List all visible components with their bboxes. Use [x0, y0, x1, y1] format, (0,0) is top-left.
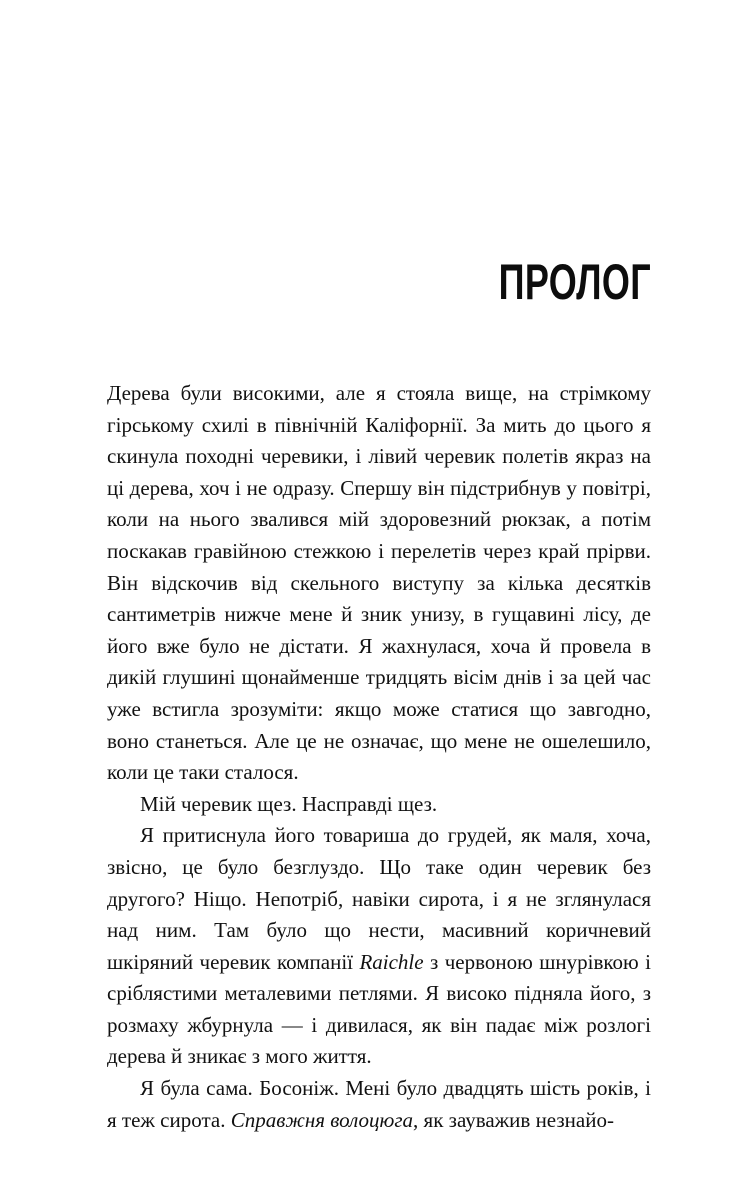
- paragraph: Мій черевик щез. Насправді щез.: [140, 791, 438, 816]
- paragraph: [107, 820, 651, 1073]
- paragraph: Дерева були високими, але я стояла вище, на стрімкому гірському схилі в північній Каліфорнії. За мить до цього я скинула походні черевики, і лівий черевик полетів якраз на ці дерева, хоч і не одразу. Спершу він підстрибнув у повітрі, коли на нього звалився мій здоровезний рюкзак, а потім поскакав гравійною стежкою і перелетів через край прірви. Він відскочив від скельного виступу за кілька десятків сантиметрів нижче мене й зник унизу, в гущавині лісу, де його вже було не дістати. Я жахнулася, хоча й провела в дикій глушині щонайменше тридцять вісім днів і за цей час уже встигла зрозуміти: якщо може статися що завгодно, воно станеться. Але це не означає, що мене не ошелешило, коли це таки сталося.: [107, 381, 651, 785]
- paragraph: [107, 1073, 651, 1136]
- emphasis-quoted-phrase: Справжня волоцюга: [230, 1107, 414, 1132]
- page-title: ПРОЛОГ: [498, 253, 651, 310]
- paragraph-text-part: з червоною шнурівкою і сріблястими металевими петлями. Я високо підняла його, з розмаху жбурнула — і дивилася, як він падає між розлогі дерева й зникає з мого життя.: [107, 949, 651, 1069]
- paragraph-text-part: , як зауважив незнайо-: [413, 1107, 614, 1132]
- body-text-block: [107, 378, 651, 1136]
- paragraph-text-part: Я була сама. Босоніж. Мені було двадцять шість років, і я теж сирота.: [107, 1076, 651, 1132]
- emphasis-brand-name: Raichle: [359, 949, 424, 974]
- paragraph-text-part: Я притиснула його товариша до грудей, як маля, хоча, звісно, це було безглуздо. Що таке один черевик без другого? Ніщо. Непотріб, навіки сирота, і я не зглянулася над ним. Там було що нести, масивний коричневий шкіряний черевик компанії: [107, 823, 651, 974]
